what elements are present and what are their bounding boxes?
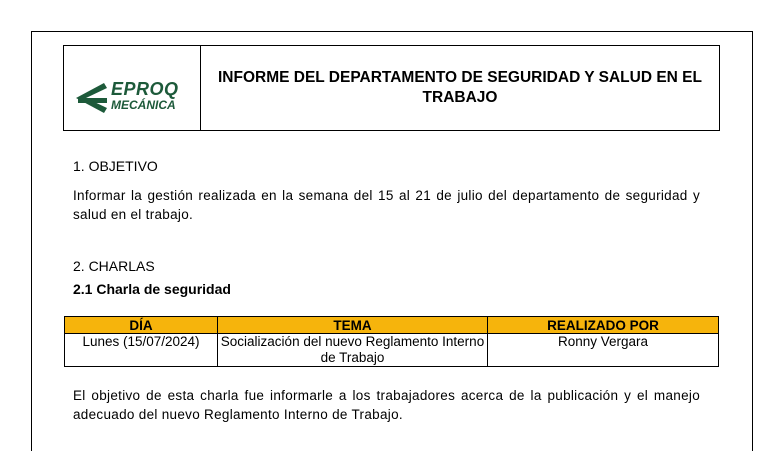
logo-arrow-icon <box>74 79 108 117</box>
charla-seguridad-heading: 2.1 Charla de seguridad <box>73 281 231 297</box>
table-row <box>65 334 719 367</box>
table-header-row <box>65 317 719 334</box>
document-title: INFORME DEL DEPARTAMENTO DE SEGURIDAD Y SALUD EN EL TRABAJO <box>218 69 702 106</box>
objetivo-text: Informar la gestión realizada en la semana del 15 al 21 de julio del departamento de seguridad y salud en el trabajo. <box>73 188 700 222</box>
column-header-tema: TEMA <box>218 317 488 334</box>
logo-text <box>111 80 179 111</box>
title-cell <box>201 46 719 130</box>
logo-main-text: EPROQ <box>111 79 179 99</box>
column-header-dia: DÍA <box>65 317 218 334</box>
section-objetivo-heading: 1. OBJETIVO <box>73 158 158 174</box>
charla-description-text: El objetivo de esta charla fue informarle a los trabajadores acerca de la publicación y el manejo adecuado del nuevo Reglamento Interno de Trabajo. <box>73 388 700 422</box>
section-charlas-heading: 2. CHARLAS <box>73 258 155 274</box>
logo <box>64 46 201 130</box>
cell-dia: Lunes (15/07/2024) <box>65 334 218 367</box>
charlas-table <box>64 316 719 367</box>
document-header <box>63 45 720 131</box>
logo-sub-text: MECÁNICA <box>111 98 176 112</box>
cell-tema: Socialización del nuevo Reglamento Interno de Trabajo <box>218 334 488 367</box>
cell-realizado-por: Ronny Vergara <box>488 334 719 367</box>
column-header-realizado-por: REALIZADO POR <box>488 317 719 334</box>
